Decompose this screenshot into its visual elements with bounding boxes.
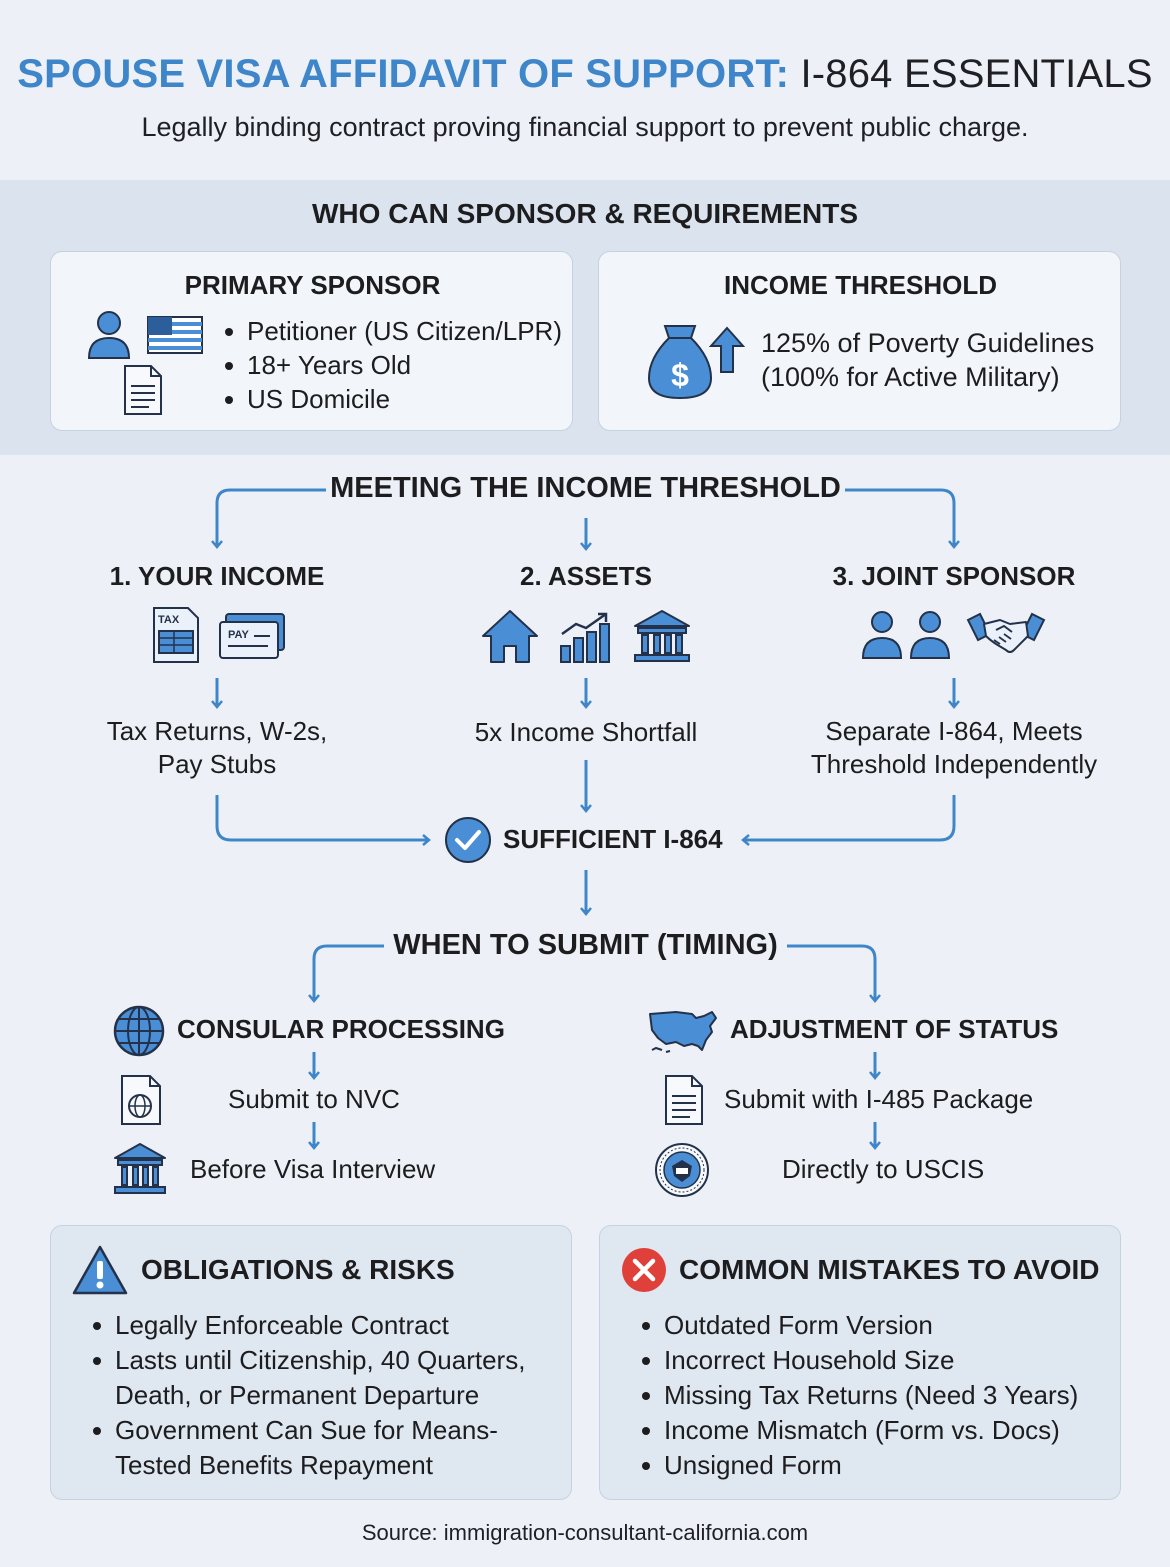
income-threshold-title: INCOME THRESHOLD [724,270,997,300]
globe-icon [112,1004,166,1058]
meeting-threshold-title: MEETING THE INCOME THRESHOLD [330,472,841,504]
list-item: Incorrect Household Size [640,1343,1115,1378]
desc-line: Threshold Independently [810,749,1098,779]
consular-step-nvc: Submit to NVC [228,1084,400,1114]
desc-line: Tax Returns, W-2s, [106,716,328,746]
income-threshold-card [598,251,1121,431]
desc-line: Separate I-864, Meets [825,716,1083,746]
page-title [0,52,1170,97]
title-highlight: SPOUSE VISA AFFIDAVIT OF SUPPORT: [17,52,790,96]
primary-sponsor-card [50,251,573,431]
primary-sponsor-title: PRIMARY SPONSOR [184,270,441,300]
obligations-card [50,1225,572,1500]
list-item: Income Mismatch (Form vs. Docs) [640,1413,1115,1448]
web-document-icon [120,1074,162,1126]
page-subtitle: Legally binding contract proving financial support to prevent public charge. [141,112,1029,142]
threshold-line1: 125% of Poverty Guidelines [761,328,1095,358]
list-item: 18+ Years Old [223,348,568,382]
list-item: Lasts until Citizenship, 40 Quarters, Death, or Permanent Departure [91,1343,561,1413]
document-icon [664,1074,704,1126]
mistakes-card [599,1225,1121,1500]
title-rest: I-864 ESSENTIALS [789,52,1153,96]
obligations-title: OBLIGATIONS & RISKS [141,1254,455,1285]
two-people-icon [860,610,952,660]
list-item: Government Can Sue for Means-Tested Benefits Repayment [91,1413,561,1483]
consular-processing-title: CONSULAR PROCESSING [177,1014,505,1044]
list-item: Petitioner (US Citizen/LPR) [223,314,568,348]
option-your-income-desc [67,715,367,781]
mistakes-title: COMMON MISTAKES TO AVOID [679,1254,1100,1285]
option-assets-title: 2. ASSETS [520,561,652,591]
adjustment-of-status-title: ADJUSTMENT OF STATUS [730,1014,1059,1044]
adjustment-step-uscis: Directly to USCIS [782,1154,985,1184]
source-footer: Source: immigration-consultant-california.com [361,1520,809,1545]
desc-line: 5x Income Shortfall [474,717,698,747]
courthouse-icon [112,1142,168,1196]
list-item: Missing Tax Returns (Need 3 Years) [640,1378,1115,1413]
threshold-line2: (100% for Active Military) [761,362,1060,392]
svg-text:$: $ [671,357,689,393]
list-item: Legally Enforceable Contract [91,1308,561,1343]
option-assets-desc [436,716,736,749]
mistakes-list [640,1308,1115,1483]
money-bag-icon [645,322,715,402]
dhs-seal-icon [654,1142,710,1198]
document-icon [123,364,163,416]
consular-step-interview: Before Visa Interview [190,1154,436,1184]
error-x-icon [620,1246,668,1294]
option-joint-sponsor-title: 3. JOINT SPONSOR [832,561,1076,591]
us-map-icon [646,1006,720,1056]
checkmark-circle-icon [444,816,492,864]
tax-label: TAX [158,614,180,626]
arrow-up-icon [709,326,745,374]
warning-icon [71,1244,129,1296]
pay-stub-icon [218,612,286,660]
list-item: US Domicile [223,382,568,416]
bank-icon [632,608,692,664]
option-your-income-title: 1. YOUR INCOME [109,561,325,591]
primary-sponsor-list [223,314,568,416]
handshake-icon [966,610,1046,660]
desc-line: Pay Stubs [157,749,277,779]
sponsor-section-title: WHO CAN SPONSOR & REQUIREMENTS [311,198,859,229]
threshold-text [761,326,1094,394]
adjustment-step-i485: Submit with I-485 Package [724,1084,1034,1114]
us-flag-icon [147,316,203,354]
sufficient-i864-label: SUFFICIENT I-864 [503,824,723,854]
tax-form-icon [152,606,200,664]
person-icon [85,308,133,360]
option-joint-sponsor-desc [774,715,1134,781]
list-item: Unsigned Form [640,1448,1115,1483]
obligations-list [91,1308,561,1483]
growth-chart-icon [558,610,614,664]
house-icon [480,608,540,664]
pay-label: PAY [228,629,249,641]
timing-title: WHEN TO SUBMIT (TIMING) [393,929,778,961]
list-item: Outdated Form Version [640,1308,1115,1343]
